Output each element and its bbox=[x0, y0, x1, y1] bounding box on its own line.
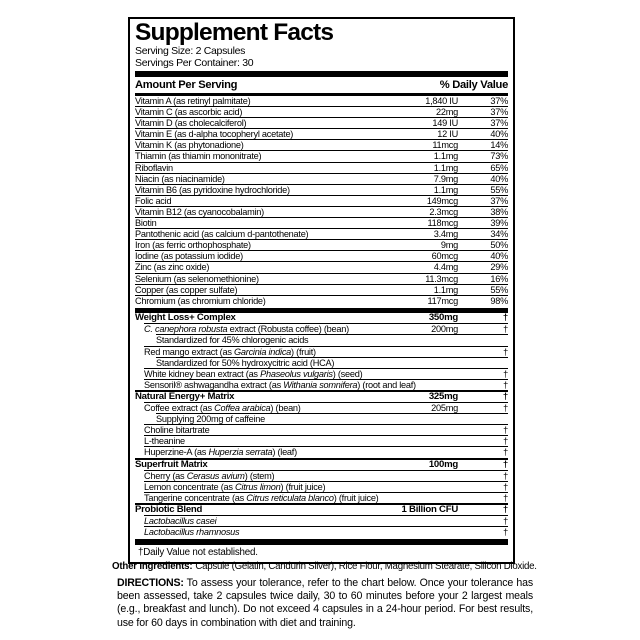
serving-size: Serving Size: 2 Capsules bbox=[135, 45, 246, 57]
table-row bbox=[135, 106, 508, 117]
table-row bbox=[135, 295, 508, 306]
other-ingredients-text: Capsule (Gelatin, Candurin Silver), Rice Flour, Magnesium Stearate, Silicon Dioxide. bbox=[195, 561, 537, 572]
table-row bbox=[144, 481, 508, 492]
ingredient-name: C. canephora robusta extract (Robusta coffee) (bean) bbox=[144, 324, 349, 335]
table-row bbox=[144, 515, 508, 526]
table-row bbox=[135, 139, 508, 150]
daily-value: 40% bbox=[490, 251, 508, 262]
table-row bbox=[144, 368, 508, 379]
ingredient-name: Lactobacillus rhamnosus bbox=[144, 527, 240, 538]
amount-value: 118mcg bbox=[427, 218, 458, 229]
other-ingredients bbox=[112, 561, 538, 572]
ingredient-name: Niacin (as niacinamide) bbox=[135, 173, 225, 184]
amount-value: 350mg bbox=[428, 312, 458, 324]
daily-value: 55% bbox=[490, 184, 508, 195]
amount-value: 100mg bbox=[428, 458, 458, 470]
amount-value: 11mcg bbox=[432, 140, 458, 151]
ingredient-name: Lactobacillus casei bbox=[144, 515, 217, 526]
directions-text: To assess your tolerance, refer to the chart below. Once your tolerance has been assessed, take 2 capsules twice daily, 30 to 60 minutes before your 2 largest meals (e.g., breakfast and lunch). Do not exceed 4 capsules in a 24-hour period. For best results, use for 60 days in combination with diet and training. bbox=[117, 577, 533, 629]
daily-value: † bbox=[503, 368, 508, 379]
daily-value: † bbox=[503, 436, 508, 447]
daily-value: † bbox=[502, 503, 508, 515]
daily-value: 37% bbox=[490, 195, 508, 206]
table-row bbox=[135, 250, 508, 261]
ingredient-name: White kidney bean extract (as Phaseolus vulgaris) (seed) bbox=[144, 368, 363, 379]
table-row bbox=[156, 334, 508, 345]
panel-title: Supplement Facts bbox=[135, 19, 334, 46]
ingredient-name: Vitamin K (as phytonadione) bbox=[135, 140, 244, 151]
daily-value: † bbox=[503, 470, 508, 481]
amount-value: 117mcg bbox=[427, 295, 458, 306]
amount-value: 1.1mg bbox=[433, 284, 458, 295]
daily-value: 29% bbox=[490, 262, 508, 273]
ingredient-name: Vitamin B6 (as pyridoxine hydrochloride) bbox=[135, 184, 290, 195]
daily-value: † bbox=[502, 390, 508, 402]
table-header bbox=[135, 77, 508, 93]
table-row bbox=[135, 390, 508, 402]
other-ingredients-label: Other Ingredients: bbox=[112, 561, 193, 572]
amount-value: 9mg bbox=[440, 240, 458, 251]
daily-value: 37% bbox=[490, 118, 508, 129]
table-row bbox=[135, 96, 508, 106]
amount-value: 22mg bbox=[436, 107, 458, 118]
ingredient-name: Pantothenic acid (as calcium d-pantothenate) bbox=[135, 229, 309, 240]
table-row bbox=[135, 273, 508, 284]
daily-value: 50% bbox=[490, 240, 508, 251]
ingredient-name: Zinc (as zinc oxide) bbox=[135, 262, 210, 273]
daily-value: † bbox=[503, 492, 508, 503]
ingredient-name: Folic acid bbox=[135, 195, 172, 206]
table-row bbox=[135, 239, 508, 250]
ingredient-name: Standardized for 50% hydroxycitric acid (HCA) bbox=[156, 357, 335, 368]
amount-value: 1.1mg bbox=[433, 184, 458, 195]
ingredient-name: Red mango extract (as Garcinia indica) (fruit) bbox=[144, 346, 316, 357]
table-row bbox=[156, 357, 508, 368]
amount-value: 12 IU bbox=[437, 129, 458, 140]
ingredient-name: Standardized for 45% chlorogenic acids bbox=[156, 335, 309, 346]
daily-value-header: % Daily Value bbox=[439, 78, 508, 91]
daily-value: 73% bbox=[490, 151, 508, 162]
table-row bbox=[144, 526, 508, 537]
daily-value: 37% bbox=[490, 107, 508, 118]
amount-value: 11.3mcg bbox=[425, 273, 458, 284]
table-row bbox=[144, 446, 508, 457]
table-row bbox=[135, 184, 508, 195]
daily-value: † bbox=[503, 425, 508, 436]
table-row bbox=[135, 261, 508, 272]
daily-value: † bbox=[503, 527, 508, 538]
table-row bbox=[135, 128, 508, 139]
table-row bbox=[135, 117, 508, 128]
daily-value: † bbox=[503, 481, 508, 492]
ingredient-name: L-theanine bbox=[144, 436, 185, 447]
ingredient-name: Cherry (as Cerasus avium) (stem) bbox=[144, 470, 275, 481]
ingredient-name: Sensoril® ashwagandha extract (as Withania somnifera) (root and leaf) bbox=[144, 379, 416, 390]
servings-per-container: Servings Per Container: 30 bbox=[135, 56, 254, 69]
amount-per-serving-header: Amount Per Serving bbox=[135, 78, 238, 91]
amount-value: 1,840 IU bbox=[425, 96, 458, 106]
table-row bbox=[144, 435, 508, 446]
ingredient-name: Vitamin E (as d-alpha tocopheryl acetate) bbox=[135, 129, 294, 140]
daily-value-footnote: †Daily Value not established. bbox=[138, 546, 258, 558]
daily-value: 38% bbox=[490, 206, 508, 217]
amount-value: 149 IU bbox=[432, 118, 458, 129]
amount-value: 60mcg bbox=[431, 251, 458, 262]
ingredient-name: Probiotic Blend bbox=[135, 503, 203, 515]
amount-value: 2.3mcg bbox=[429, 206, 458, 217]
table-row bbox=[135, 173, 508, 184]
table-row bbox=[144, 346, 508, 357]
ingredient-name: Iodine (as potassium iodide) bbox=[135, 251, 243, 262]
ingredient-name: Lemon concentrate (as Citrus limon) (fruit juice) bbox=[144, 481, 326, 492]
amount-value: 3.4mg bbox=[433, 229, 458, 240]
amount-value: 205mg bbox=[431, 403, 458, 414]
table-row bbox=[135, 313, 508, 323]
amount-value: 4.4mg bbox=[433, 262, 458, 273]
ingredient-name: Copper (as copper sulfate) bbox=[135, 284, 238, 295]
daily-value: † bbox=[502, 458, 508, 470]
daily-value: 34% bbox=[490, 229, 508, 240]
daily-value: 55% bbox=[490, 284, 508, 295]
ingredient-name: Choline bitartrate bbox=[144, 425, 210, 436]
amount-value: 1.1mg bbox=[433, 162, 458, 173]
daily-value: 16% bbox=[490, 273, 508, 284]
table-row bbox=[135, 150, 508, 161]
daily-value: 37% bbox=[490, 96, 508, 106]
daily-value: † bbox=[502, 312, 508, 324]
table-row bbox=[135, 162, 508, 173]
supplement-facts-panel bbox=[128, 17, 515, 564]
ingredient-name: Tangerine concentrate (as Citrus reticulata blanco) (fruit juice) bbox=[144, 492, 379, 503]
table-row bbox=[135, 195, 508, 206]
table-row bbox=[135, 458, 508, 470]
amount-value: 1.1mg bbox=[433, 151, 458, 162]
ingredient-name: Thiamin (as thiamin mononitrate) bbox=[135, 151, 262, 162]
table-row bbox=[135, 503, 508, 515]
ingredient-name: Vitamin C (as ascorbic acid) bbox=[135, 107, 243, 118]
ingredient-name: Vitamin B12 (as cyanocobalamin) bbox=[135, 206, 264, 217]
daily-value: 65% bbox=[490, 162, 508, 173]
facts-table bbox=[135, 96, 508, 537]
daily-value: † bbox=[503, 324, 508, 335]
daily-value: † bbox=[503, 447, 508, 458]
directions-label: DIRECTIONS: bbox=[117, 577, 184, 589]
ingredient-name: Natural Energy+ Matrix bbox=[135, 390, 235, 402]
table-row bbox=[144, 379, 508, 390]
table-row bbox=[135, 217, 508, 228]
table-row bbox=[135, 206, 508, 217]
table-row bbox=[144, 402, 508, 413]
table-row bbox=[135, 228, 508, 239]
daily-value: 40% bbox=[490, 173, 508, 184]
amount-value: 149mcg bbox=[426, 195, 458, 206]
daily-value: 40% bbox=[490, 129, 508, 140]
table-row bbox=[144, 470, 508, 481]
table-row bbox=[135, 284, 508, 295]
ingredient-name: Vitamin D (as cholecalciferol) bbox=[135, 118, 247, 129]
ingredient-name: Weight Loss+ Complex bbox=[135, 312, 236, 324]
amount-value: 7.9mg bbox=[433, 173, 458, 184]
daily-value: 39% bbox=[490, 218, 508, 229]
ingredient-name: Iron (as ferric orthophosphate) bbox=[135, 240, 251, 251]
table-row bbox=[144, 492, 508, 503]
directions bbox=[117, 577, 533, 630]
ingredient-name: Huperzine-A (as Huperzia serrata) (leaf) bbox=[144, 447, 297, 458]
daily-value: 14% bbox=[490, 140, 508, 151]
daily-value: 98% bbox=[490, 295, 508, 306]
daily-value: † bbox=[503, 403, 508, 414]
ingredient-name: Coffee extract (as Coffea arabica) (bean) bbox=[144, 403, 301, 414]
daily-value: † bbox=[503, 346, 508, 357]
ingredient-name: Superfruit Matrix bbox=[135, 458, 208, 470]
ingredient-name: Selenium (as selenomethionine) bbox=[135, 273, 259, 284]
table-row bbox=[144, 424, 508, 435]
amount-value: 1 Billion CFU bbox=[401, 503, 458, 515]
amount-value: 325mg bbox=[428, 390, 458, 402]
ingredient-name: Riboflavin bbox=[135, 162, 173, 173]
ingredient-name: Chromium (as chromium chloride) bbox=[135, 295, 266, 306]
ingredient-name: Vitamin A (as retinyl palmitate) bbox=[135, 96, 251, 106]
daily-value: † bbox=[503, 379, 508, 390]
daily-value: † bbox=[503, 515, 508, 526]
ingredient-name: Biotin bbox=[135, 218, 157, 229]
ingredient-name: Supplying 200mg of caffeine bbox=[156, 414, 266, 425]
amount-value: 200mg bbox=[431, 324, 458, 335]
table-row bbox=[144, 323, 508, 334]
table-row bbox=[156, 413, 508, 424]
